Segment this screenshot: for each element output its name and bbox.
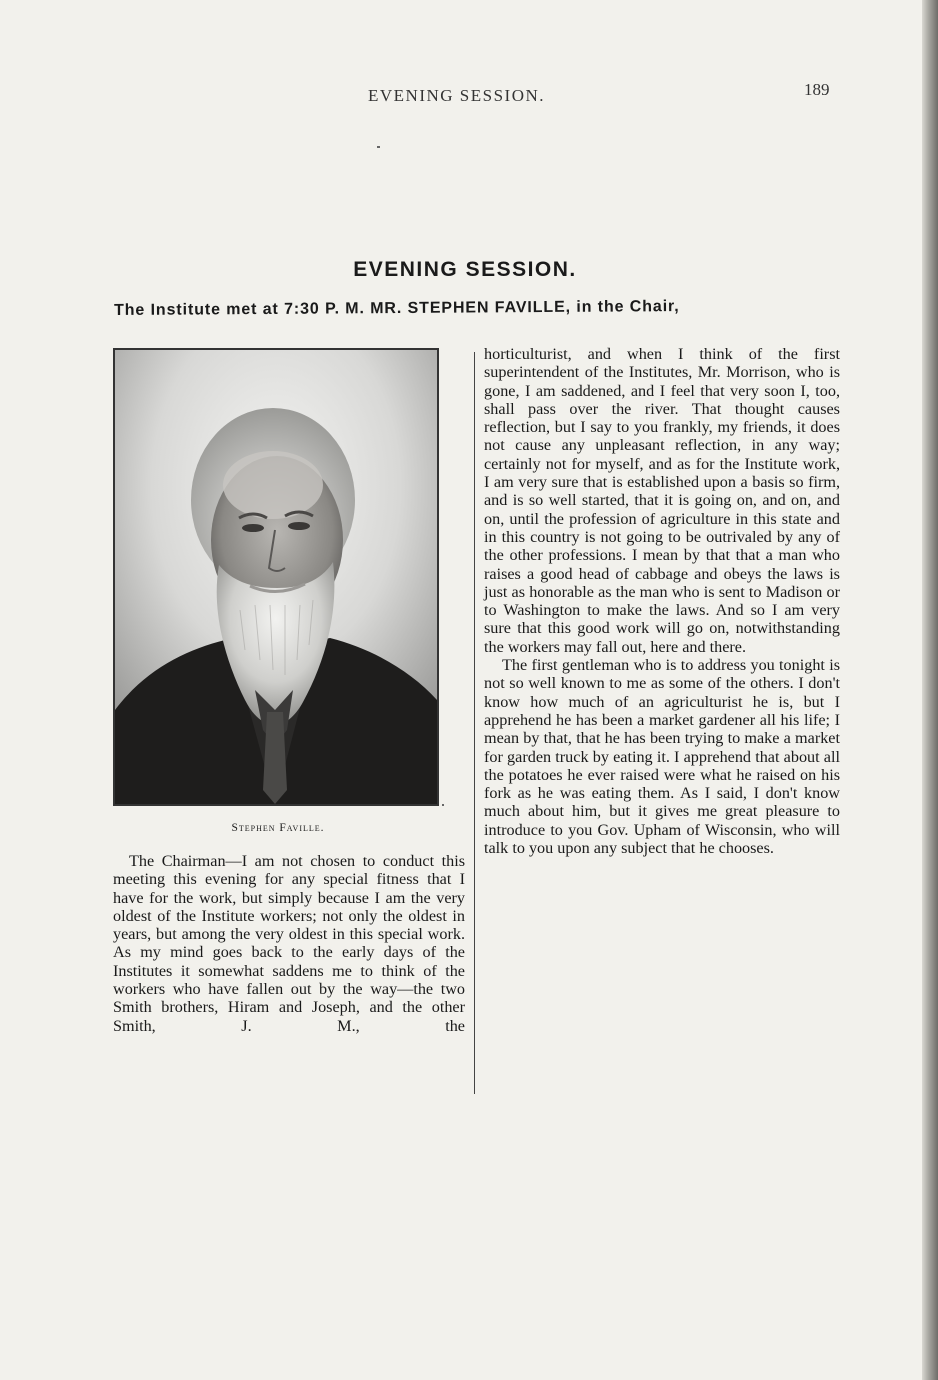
column-divider — [474, 352, 475, 1094]
running-head: EVENING SESSION. — [368, 86, 545, 105]
portrait-photo — [113, 348, 439, 806]
chairman-paragraph: The Chairman—I am not chosen to conduct this meeting this evening for any special fitness that I have for the work, but simply because I am the very oldest of the Institute workers; not only the oldest in years, but among the very oldest in this special work. As my mind goes back to the early days of the Institutes it somewhat saddens me to think of the workers who have fallen out by the way—the two Smith brothers, Hiram and Joseph, and the other Smith, J. M., the — [113, 852, 465, 1035]
right-column-text — [484, 345, 840, 857]
figure-caption: Stephen Faville. — [231, 822, 325, 834]
print-speck — [377, 146, 380, 148]
section-title: EVENING SESSION. — [353, 258, 577, 281]
chair-line: The Institute met at 7:30 P. M. MR. STEPHEN FAVILLE, in the Chair, — [114, 298, 680, 319]
introduction-paragraph: The first gentleman who is to address you tonight is not so well known to me as some of the others. I don't know how much of an agriculturist he is, but I apprehend he has been a market gardener all his life; I mean by that, that he has been trying to make a market for garden truck by eating it. I apprehend that about all the potatoes he ever raised were what he raised on his fork as he was eating them. As I said, I don't know much about him, but it gives me great pleasure to introduce to you Gov. Upham of Wisconsin, who will talk to you upon any subject that he chooses. — [484, 656, 840, 858]
print-speck — [442, 804, 444, 806]
continued-paragraph: horticulturist, and when I think of the first superintendent of the Institutes, Mr. Morrison, who is gone, I am saddened, and I feel that very soon I, too, shall pass over the river. That thought causes reflection, but I say to you frankly, my friends, it does not cause any unpleasant reflection, in any way; certainly not for myself, and as for the Institute work, I am very sure that is established upon a basis so firm, and is so well started, that it is going on, and on, and on, until the profession of agriculture in this state and in this country is not going to be outrivaled by any of the other professions. I mean by that that a man who raises a good head of cabbage and obeys the laws is just as honorable as the man who is sent to Madison or to Washington to make the laws. And so I am very sure that this good work will go on, notwithstanding the workers may fall out, here and there. — [484, 345, 840, 656]
left-column-text — [113, 852, 465, 1035]
page-edge-shadow — [922, 0, 938, 1380]
page-number: 189 — [804, 80, 830, 99]
